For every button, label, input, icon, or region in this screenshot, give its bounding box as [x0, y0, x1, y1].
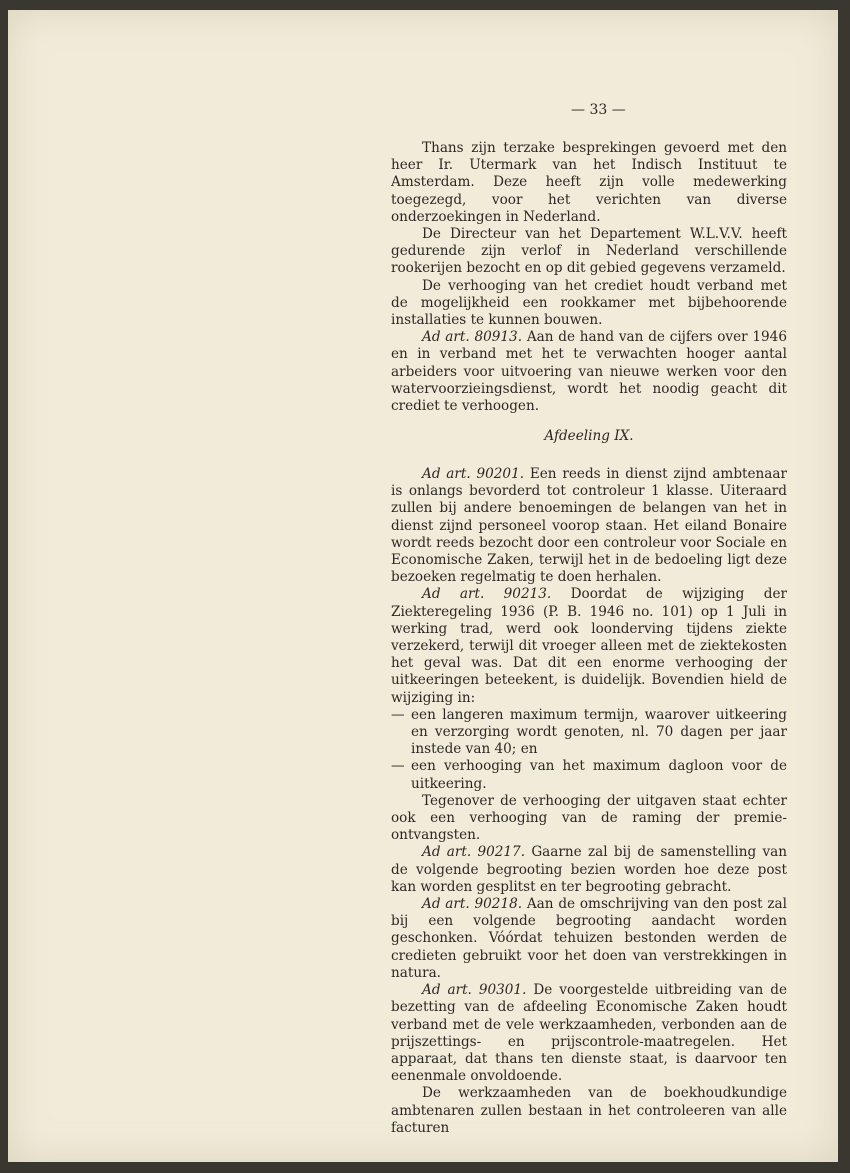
article-text: Een reeds in dienst zijnd ambtenaar is onlangs bevorderd tot controleur 1 klasse. Uiteraard zullen bij andere benoemingen de belangen van het in dienst zijnd personeel voorop staan. Het eiland Bonaire wordt reeds bezocht door een controleur voor Sociale en Economische Zaken, terwijl het in de bedoeling ligt deze bezoeken regelmatig te doen herhalen. [391, 466, 787, 586]
article-text: Aan de hand van de cijfers over 1946 en in verband met het te verwachten hooger aantal arbeiders voor uitvoering van nieuwe werken voor den watervoorzieingsdienst, wordt het noodig geacht dit crediet te verhoogen. [391, 329, 787, 415]
article-text: De voorgestelde uitbreiding van de bezetting van de afdeeling Economische Zaken houdt verband met de vele werkzaamheden, verbonden aan de prijszettings- en prijscontrole-maatregelen. Het apparaat, dat thans ten dienste staat, is daarvoor ten eenenmale onvoldoende. [391, 982, 787, 1085]
article-90213 [391, 586, 787, 706]
paragraph: De verhooging van het crediet houdt verband met de mogelijkheid een rookkamer met bijbehoorende installaties te kunnen bouwen. [391, 277, 787, 329]
section-heading: Afdeeling IX. [544, 428, 634, 444]
paragraph: Thans zijn terzake besprekingen gevoerd met den heer Ir. Utermark van het Indisch Instituut te Amsterdam. Deze heeft zijn volle medewerking toegezegd, voor het verichten van diverse onderzoekingen in Nederland. [391, 140, 787, 225]
article-label: Ad art. 90217. [422, 844, 526, 861]
article-90218 [391, 896, 787, 982]
paragraph: Tegenover de verhooging der uitgaven staat echter ook een verhooging van de raming der premie-ontvangsten. [391, 792, 787, 844]
article-90301 [391, 982, 787, 1085]
article-label: Ad art. 90201. [422, 466, 525, 482]
dash-marker: — [391, 706, 405, 723]
article-label: Ad art. 90301. [422, 982, 527, 999]
article-text: Doordat de wijziging der Ziekteregeling 1936 (P. B. 1946 no. 101) op 1 Juli in werking trad, werd ook loonderving tijdens ziekte verzekerd, terwijl dit vroeger alleen met de ziektekosten het geval was. Dat dit een enorme verhooging der uitkeeringen beteekent, is duidelijk. Bovendien hield de wijziging in: [391, 586, 787, 706]
page-number: — 33 — [571, 102, 626, 118]
list-item-text: een langeren maximum termijn, waarover uitkeering en verzorging wordt genoten, nl. 70 dagen per jaar instede van 40; en [411, 706, 787, 758]
list-item [391, 707, 787, 759]
document-page [8, 10, 838, 1162]
list-item [391, 758, 787, 792]
article-90217 [391, 844, 787, 896]
article-label: Ad art. 90218. [422, 896, 523, 913]
article-text: Gaarne zal bij de samenstelling van de volgende begrooting bezien worden hoe deze post kan worden gesplitst en ter begrooting gebracht. [391, 844, 787, 895]
section-ix [391, 466, 787, 1137]
article-text: Aan de omschrijving van den post zal bij een volgende begrooting aandacht worden geschonken. Vóórdat tehuizen bestonden werden de credieten gebruikt voor het doen van verstrekkingen in natura. [391, 896, 787, 981]
paragraph: De werkzaamheden van de boekhoudkundige ambtenaren zullen bestaan in het controleeren van alle facturen [391, 1085, 787, 1136]
list-item-text: een verhooging van het maximum dagloon voor de uitkeering. [411, 758, 787, 792]
article-label: Ad art. 80913. [422, 329, 523, 346]
article-90201 [391, 466, 787, 586]
dash-marker: — [391, 758, 405, 775]
section-intro [391, 140, 787, 415]
article-label: Ad art. 90213. [422, 586, 552, 603]
paragraph: De Directeur van het Departement W.L.V.V. heeft gedurende zijn verlof in Nederland verschillende rookerijen bezocht en op dit gebied gegevens verzameld. [391, 226, 787, 277]
article-80913 [391, 329, 787, 415]
